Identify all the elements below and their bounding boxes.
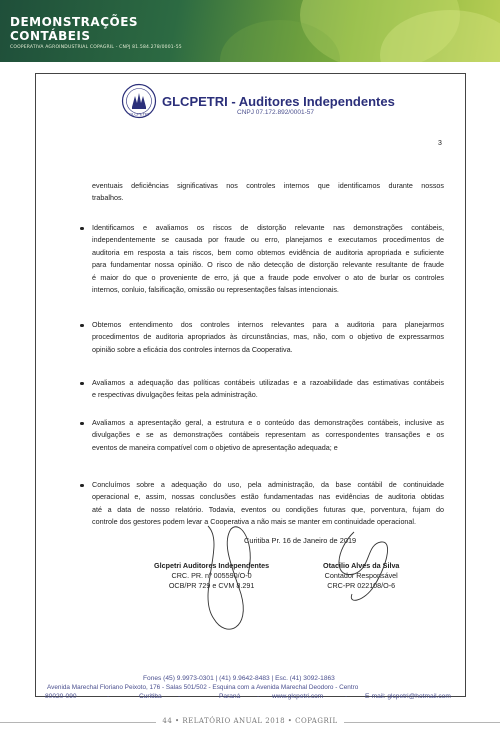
bullet-paragraph xyxy=(92,377,444,402)
footer-city: Curitiba xyxy=(139,693,162,700)
footer-website[interactable]: www.glcpetri.com xyxy=(272,693,324,700)
paragraph-line: eventuais deficiências significativas nos controles internos que identificamos durante nossos xyxy=(92,181,444,190)
firm-name: GLCPETRI - Auditores Independentes xyxy=(162,94,395,109)
accountant-title: Contador Responsável xyxy=(324,571,398,580)
auditor-crc: CRC. PR. nº 005590/O-0 xyxy=(171,571,252,580)
footer-cep: 80020-090 xyxy=(45,693,77,700)
city-date: Curitiba Pr. 16 de Janeiro de 2019 xyxy=(244,536,357,545)
paragraph-line: para fundamentar nossa opinião. O risco de não detecção de distorção relevante resultante de fraude xyxy=(92,260,444,270)
footer-separator: - xyxy=(345,693,348,700)
paragraph-line: e respectivas divulgações feitas pela administração. xyxy=(92,390,258,400)
paragraph-line: Avaliamos a apresentação geral, a estrutura e o conteúdo das demonstrações contábeis, inclusive as xyxy=(92,418,444,427)
paragraph-line: é maior do que o proveniente de erro, já que a fraude pode envolver o ato de burlar os controles xyxy=(92,272,444,282)
paragraph-line: operacional e, assim, nossas conclusões estão fundamentadas nas evidências de auditoria obtidas xyxy=(92,492,444,502)
paragraph-line: Identificamos e avaliamos os riscos de distorção relevante nas demonstrações contábeis, xyxy=(92,223,444,232)
paragraph-line: auditoria em resposta a tais riscos, bem como obtemos evidência de auditoria apropriada e suficiente xyxy=(92,247,444,257)
bullet-paragraph xyxy=(92,222,444,296)
bullet-paragraph xyxy=(92,417,444,454)
footer-address: Avenida Marechal Floriano Peixoto, 176 - Salas 501/502 - Esquina com a Avenida Marechal Deodoro - Centro xyxy=(47,684,359,691)
footer-separator: - xyxy=(178,693,181,700)
banner-subtitle: COOPERATIVA AGROINDUSTRIAL COPAGRIL - CNPJ 81.584.278/0001-55 xyxy=(10,45,182,50)
paragraph-line: controle dos gestores podem levar a Cooperativa a não mais se manter em continuidade operacional. xyxy=(92,517,417,527)
report-header-banner xyxy=(0,0,500,62)
bullet-paragraph xyxy=(92,479,444,529)
bullet-point-icon xyxy=(80,324,84,328)
paragraph-line: divulgações e se as demonstrações contábeis representam as correspondentes transações e os xyxy=(92,430,444,440)
banner-title-line2: CONTÁBEIS xyxy=(10,29,91,43)
continued-paragraph xyxy=(92,180,444,205)
paragraph-line: até a data de nosso relatório. Todavia, eventos ou condições futuras que, porventura, fujam do xyxy=(92,504,444,514)
audit-report-page xyxy=(35,73,466,697)
bullet-point-icon xyxy=(80,484,84,488)
paragraph-line: eventos de maneira compatível com o objetivo de apresentação adequada; e xyxy=(92,442,338,452)
report-page-caption: 44 • RELATÓRIO ANUAL 2018 • COPAGRIL xyxy=(156,717,343,725)
firm-cnpj: CNPJ 07.172.892/0001-57 xyxy=(237,109,314,116)
paragraph-line: opinião sobre a eficácia dos controles internos da Cooperativa. xyxy=(92,344,293,354)
logo-text: GLCPETRI xyxy=(128,111,150,117)
footer-separator: - xyxy=(257,693,260,700)
footer-phones: Fones (45) 9.9973-0301 | (41) 9.9642-8483 | Esc. (41) 3092-1863 xyxy=(143,675,335,682)
page-number: 3 xyxy=(438,140,442,147)
banner-title-line1: DEMONSTRAÇÕES xyxy=(10,15,139,29)
accountant-signature-block xyxy=(323,561,399,591)
accountant-name: Otacilio Alves da Silva xyxy=(323,561,400,570)
auditor-signature-block xyxy=(154,561,269,591)
bullet-paragraph xyxy=(92,319,444,356)
paragraph-line: trabalhos. xyxy=(92,193,124,203)
glcpetri-logo-icon xyxy=(121,83,157,119)
paragraph-line: independentemente se causada por fraude ou erro, planejamos e executamos procedimentos de xyxy=(92,235,444,245)
footer-email[interactable]: E-mail: glcpetri@hotmail.com xyxy=(365,693,451,700)
bottom-caption-bar xyxy=(0,716,500,730)
paragraph-line: Avaliamos a adequação das políticas contábeis utilizadas e a razoabilidade das estimativas contábeis xyxy=(92,378,444,387)
footer-separator: - xyxy=(107,693,110,700)
auditor-firm-name: Glcpetri Auditores Independentes xyxy=(154,561,270,570)
accountant-crc: CRC-PR 022108/O-6 xyxy=(327,581,396,590)
footer-state: Paraná xyxy=(219,693,241,700)
bullet-point-icon xyxy=(80,227,84,231)
paragraph-line: procedimentos de auditoria apropriados às circunstâncias, mas, não, com o objetivo de expressarmos xyxy=(92,332,444,342)
bullet-point-icon xyxy=(80,422,84,426)
bullet-point-icon xyxy=(80,382,84,386)
auditor-ocb-cvm: OCB/PR 729 e CVM 8.291 xyxy=(168,581,255,590)
paragraph-line: Concluímos sobre a adequação do uso, pela administração, da base contábil de continuidade xyxy=(92,480,444,489)
paragraph-line: internos, conluio, falsificação, omissão ou representações falsas intencionais. xyxy=(92,285,339,295)
paragraph-line: Obtemos entendimento dos controles internos relevantes para a auditoria para planejarmos xyxy=(92,320,444,329)
